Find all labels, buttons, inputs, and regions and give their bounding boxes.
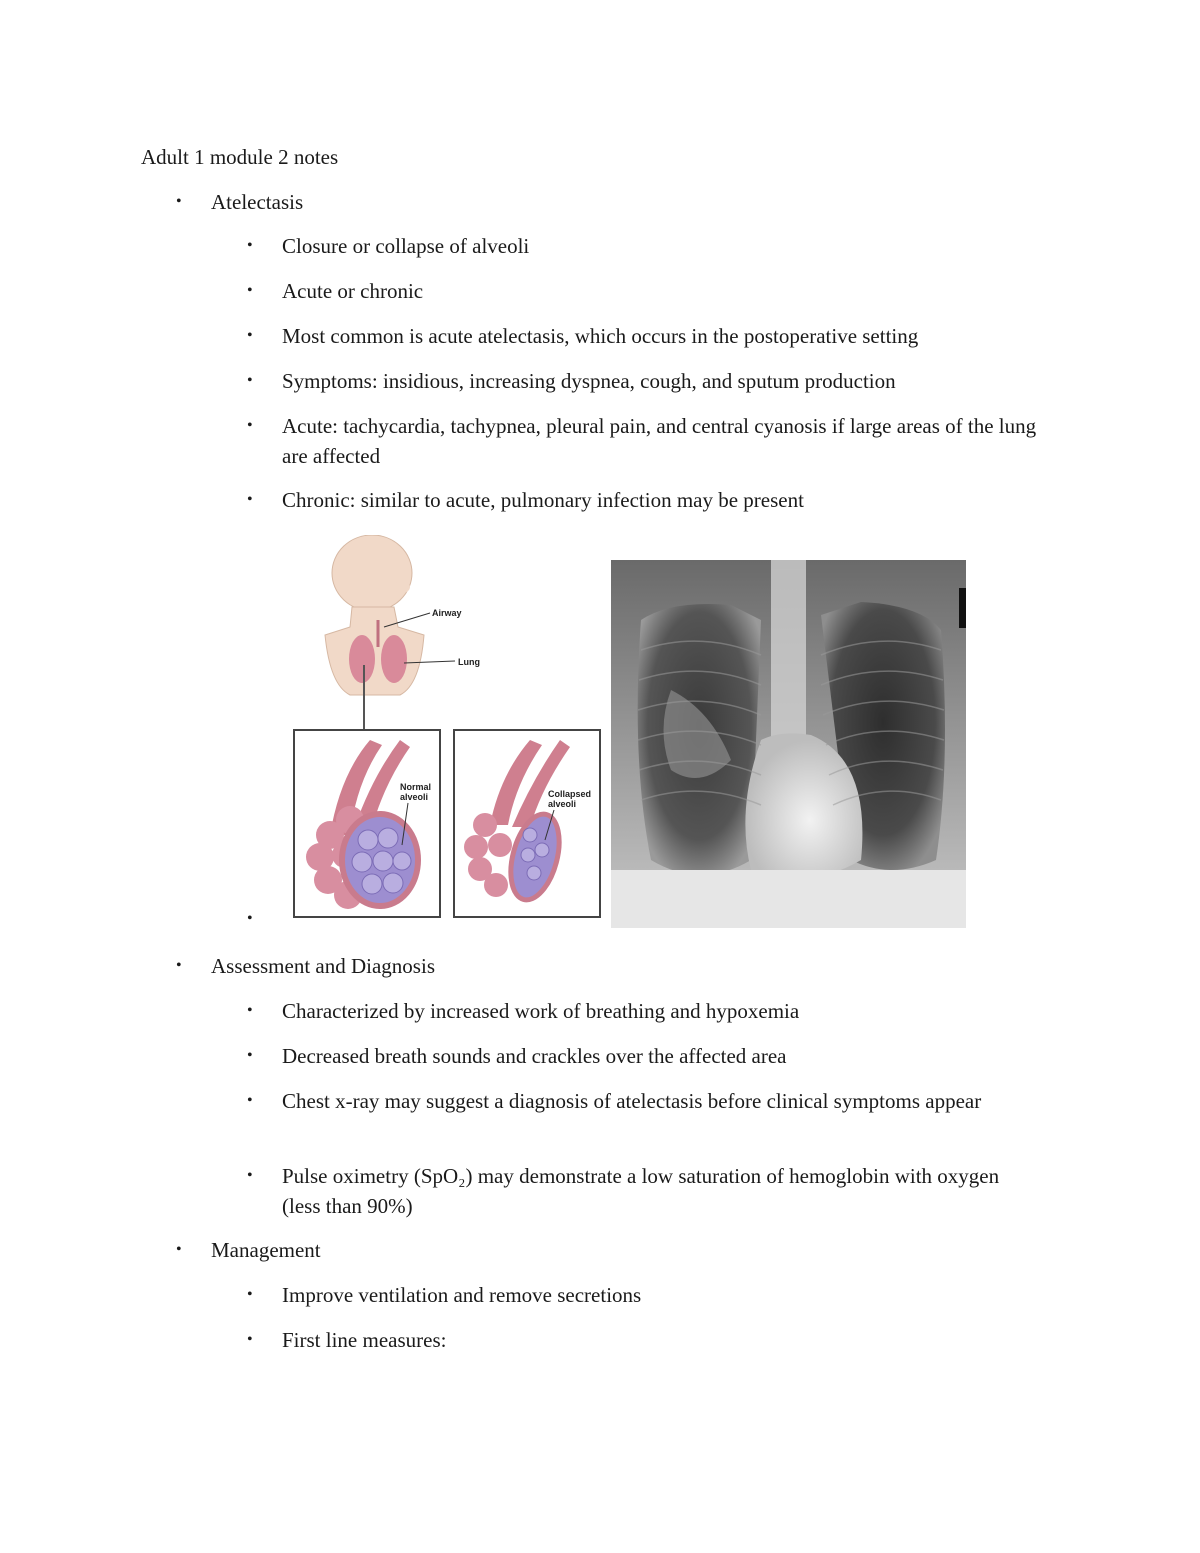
list-item-text: Closure or collapse of alveoli <box>282 234 530 258</box>
normal-alveoli-label-1: Normal <box>400 782 432 792</box>
list-item-text: Chest x-ray may suggest a diagnosis of atelectasis before clinical symptoms appear <box>282 1089 982 1113</box>
bullet: • <box>247 910 253 927</box>
normal-alveoli-label-2: alveoli <box>400 792 429 802</box>
page-title: Adult 1 module 2 notes <box>141 145 339 169</box>
chest-xray-image <box>611 560 966 928</box>
bullet: • <box>247 237 253 254</box>
list-item-text: Decreased breath sounds and crackles over the affected area <box>282 1044 787 1068</box>
bullet: • <box>247 1286 253 1303</box>
collapsed-alveoli-label-2: alveoli <box>548 799 577 809</box>
bullet: • <box>247 1092 253 1109</box>
bullet: • <box>247 491 253 508</box>
airway-label: Airway <box>432 608 462 618</box>
list-item-text: Acute: tachycardia, tachypnea, pleural pain, and central cyanosis if large areas of the lung are affected <box>282 414 1037 468</box>
list-item-text: Pulse oximetry (SpO₂) may demonstrate a low saturation of hemoglobin with oxygen (less than 90%) <box>282 1164 1000 1218</box>
list-item-text: Symptoms: insidious, increasing dyspnea, cough, and sputum production <box>282 369 896 393</box>
list-item-text: Characterized by increased work of breathing and hypoxemia <box>282 999 800 1023</box>
bullet: • <box>247 282 253 299</box>
list-item-text: Improve ventilation and remove secretions <box>282 1283 642 1307</box>
bullet: • <box>247 327 253 344</box>
list-item-text: First line measures: <box>282 1328 447 1352</box>
section-heading: Atelectasis <box>211 190 304 214</box>
bullet: • <box>247 1002 253 1019</box>
list-item-text: Most common is acute atelectasis, which occurs in the postoperative setting <box>282 324 919 348</box>
list-item-text: Acute or chronic <box>282 279 424 303</box>
bullet: • <box>176 957 182 974</box>
bullet: • <box>176 193 182 210</box>
bullet: • <box>247 1331 253 1348</box>
section-heading: Assessment and Diagnosis <box>211 954 435 978</box>
lung-label: Lung <box>458 657 480 667</box>
collapsed-alveoli-label-1: Collapsed <box>548 789 592 799</box>
section-heading: Management <box>211 1238 321 1262</box>
bullet: • <box>247 1167 253 1184</box>
list-item-text: Chronic: similar to acute, pulmonary infection may be present <box>282 488 804 512</box>
bullet: • <box>176 1241 182 1258</box>
bullet: • <box>247 1047 253 1064</box>
bullet: • <box>247 372 253 389</box>
alveoli-diagram-image <box>290 535 610 925</box>
bullet: • <box>247 417 253 434</box>
